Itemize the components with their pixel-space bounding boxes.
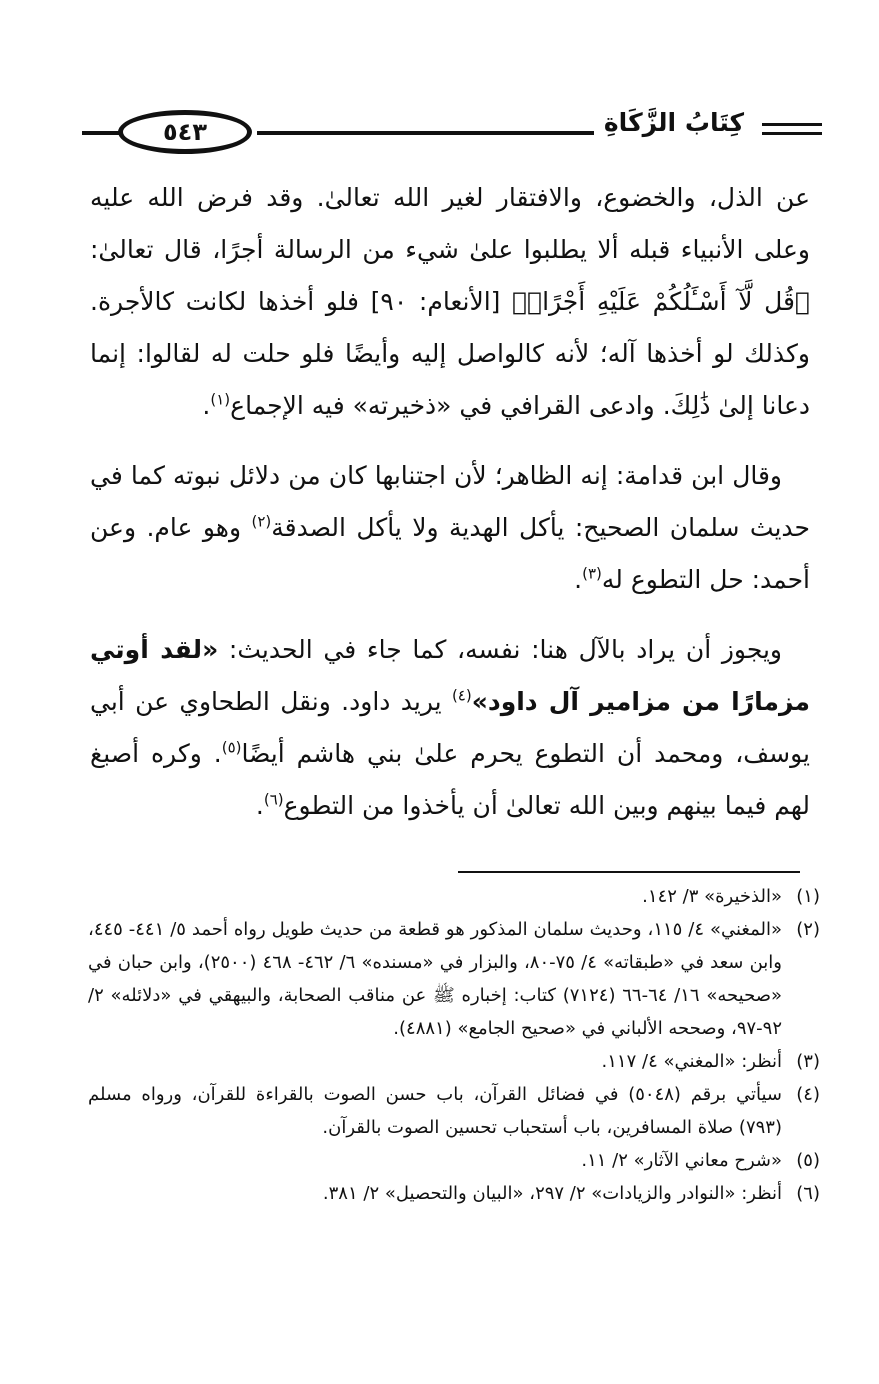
hadith-quote: «لقد أوتي مزمارًا من مزامير آل داود»	[90, 635, 810, 716]
footnote-ref-1: (١)	[210, 390, 231, 409]
footnote-number: (٢)	[796, 919, 820, 940]
footnote-item	[88, 1045, 820, 1078]
footnote-item	[88, 1144, 820, 1177]
header-rule-right-bottom	[762, 132, 822, 135]
paragraph-3-text-c: . وكره أصبغ لهم فيما بينهم وبين الله تعالىٰ أن يأخذوا من التطوع	[90, 739, 810, 820]
footnote-text: «المغني» ٤/ ١١٥، وحديث سلمان المذكور هو قطعة من حديث طويل رواه أحمد ٥/ ٤٤١- ٤٤٥، وابن سعد في «طبقاته» ٤/ ٧٥-٨٠، والبزار في «مسنده» ٦/ ٤٦٢- ٤٦٨ (٢٥٠٠)، وابن حبان في «صحيحه» ١٦/ ٦٤-٦٦ (٧١٢٤) كتاب: إخباره ﷺ عن مناقب الصحابة، والبيهقي في «دلائله» ٢/ ٩٢-٩٧، وصححه الألباني في «صحيح الجامع» (٤٨٨١).	[88, 919, 783, 1039]
paragraph-2-end: .	[574, 565, 583, 594]
header-rule-left	[82, 131, 122, 135]
paragraph-2	[90, 450, 810, 606]
paragraph-1	[90, 172, 810, 432]
footnote-ref-3: (٣)	[582, 564, 602, 583]
footnote-ref-2: (٢)	[251, 512, 272, 531]
footnote-item	[88, 1177, 820, 1210]
paragraph-1-text: عن الذل، والخضوع، والافتقار لغير الله تعالىٰ. وقد فرض الله عليه وعلى الأنبياء قبله ألا يطلبوا علىٰ شيء من الرسالة أجرًا، قال تعالىٰ: ﴿قُل لَّآ أَسْـَٔلُكُمْ عَلَيْهِ أَجْرًاۖ﴾ [الأنعام: ٩٠] فلو أخذها لكانت كالأجرة. وكذلك لو أخذها آله؛ لأنه كالواصل إليه وأيضًا فلو حلت له لقالوا: إنما دعانا إلىٰ ذَٰلِكَ. وادعى القرافي في «ذخيرته» فيه الإجماع	[90, 183, 811, 420]
footnote-ref-5: (٥)	[221, 738, 242, 757]
header-rule-right-top	[762, 123, 822, 126]
footnote-text: أنظر: «النوادر والزيادات» ٢/ ٢٩٧، «البيان والتحصيل» ٢/ ٣٨١.	[322, 1183, 782, 1204]
footnote-text: «الذخيرة» ٣/ ١٤٢.	[642, 886, 782, 907]
footnote-number: (٤)	[796, 1084, 820, 1105]
page-number: ٥٤٣	[118, 110, 252, 154]
running-title: كِتَابُ الزَّكَاةِ	[594, 108, 754, 137]
footnote-number: (٦)	[796, 1183, 820, 1204]
footnote-item	[88, 880, 820, 913]
footnote-number: (١)	[796, 886, 820, 907]
paragraph-1-end: .	[202, 391, 211, 420]
paragraph-2-text-b: وهو عام. وعن أحمد: حل التطوع له	[90, 513, 810, 594]
footnote-item	[88, 1078, 820, 1144]
paragraph-3	[90, 624, 810, 832]
page-header	[82, 106, 822, 156]
paragraph-3-text-b: يريد داود. ونقل الطحاوي عن أبي يوسف، ومحمد أن التطوع يحرم علىٰ بني هاشم أيضًا	[90, 687, 810, 768]
footnotes	[88, 880, 820, 1210]
footnote-text: سيأتي برقم (٥٠٤٨) في فضائل القرآن، باب حسن الصوت بالقراءة للقرآن، ورواه مسلم (٧٩٣) صلاة المسافرين، باب أستحباب تحسين الصوت بالقرآن.	[88, 1084, 782, 1138]
footnote-number: (٣)	[796, 1051, 820, 1072]
footnote-ref-6: (٦)	[263, 790, 284, 809]
paragraph-3-text-a: ويجوز أن يراد بالآل هنا: نفسه، كما جاء في الحديث:	[218, 635, 782, 664]
footnote-text: «شرح معاني الآثار» ٢/ ١١.	[581, 1150, 782, 1171]
footnote-number: (٥)	[796, 1150, 820, 1171]
paragraph-3-end: .	[255, 791, 264, 820]
footnote-ref-4: (٤)	[451, 686, 472, 705]
footnote-item	[88, 913, 820, 1045]
footnote-text: أنظر: «المغني» ٤/ ١١٧.	[601, 1051, 782, 1072]
footnote-separator	[458, 871, 800, 873]
paragraph-2-text-a: وقال ابن قدامة: إنه الظاهر؛ لأن اجتنابها كان من دلائل نبوته كما في حديث سلمان الصحيح: يأكل الهدية ولا يأكل الصدقة	[90, 461, 810, 542]
main-text	[90, 172, 810, 832]
